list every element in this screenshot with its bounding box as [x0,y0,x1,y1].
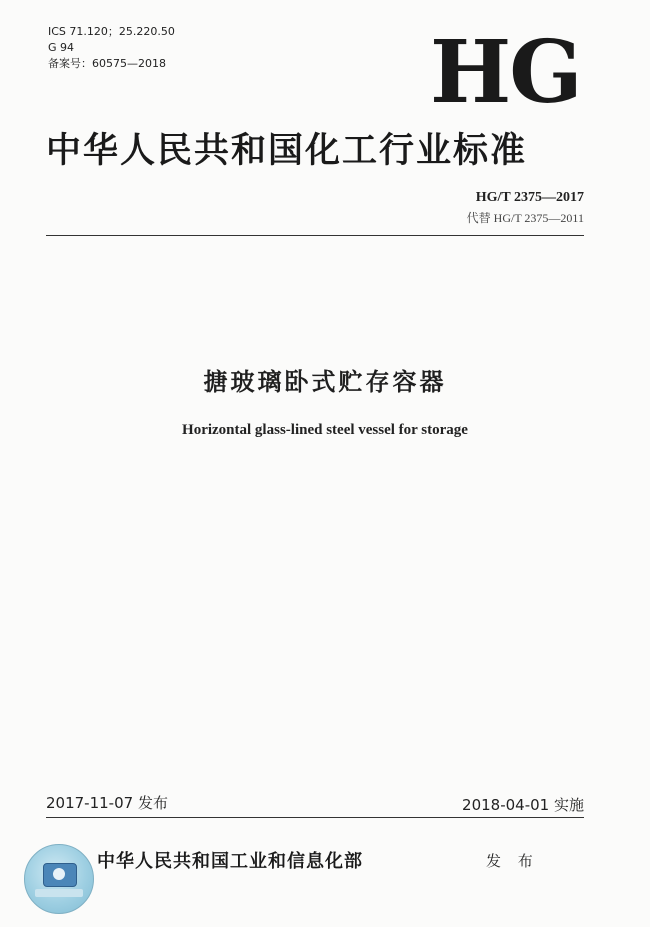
implementation-date: 2018-04-01 实施 [462,796,584,814]
ics-code: ICS 71.120；25.220.50 [48,25,175,38]
document-title-cn: 搪玻璃卧式贮存容器 [203,368,447,396]
replaces-standard: 代替 HG/T 2375—2011 [466,211,584,225]
bottom-divider [46,817,584,818]
hg-logo: HG [430,22,581,123]
document-title-en: Horizontal glass-lined steel vessel for storage [182,422,468,438]
publish-label: 发 布 [486,852,539,870]
top-divider [46,235,584,236]
publisher-name: 中华人民共和国工业和信息化部 [97,851,363,872]
issue-date: 2017-11-07 发布 [46,794,168,812]
record-number: 备案号：60575—2018 [48,57,166,70]
seal-emblem-icon [43,863,77,887]
anti-counterfeit-seal-icon [24,844,94,914]
seal-band [35,889,83,897]
class-code: G 94 [48,41,75,54]
standard-category-title: 中华人民共和国化工行业标准 [46,131,528,171]
standard-number: HG/T 2375—2017 [475,190,584,205]
classification-block [48,24,175,72]
